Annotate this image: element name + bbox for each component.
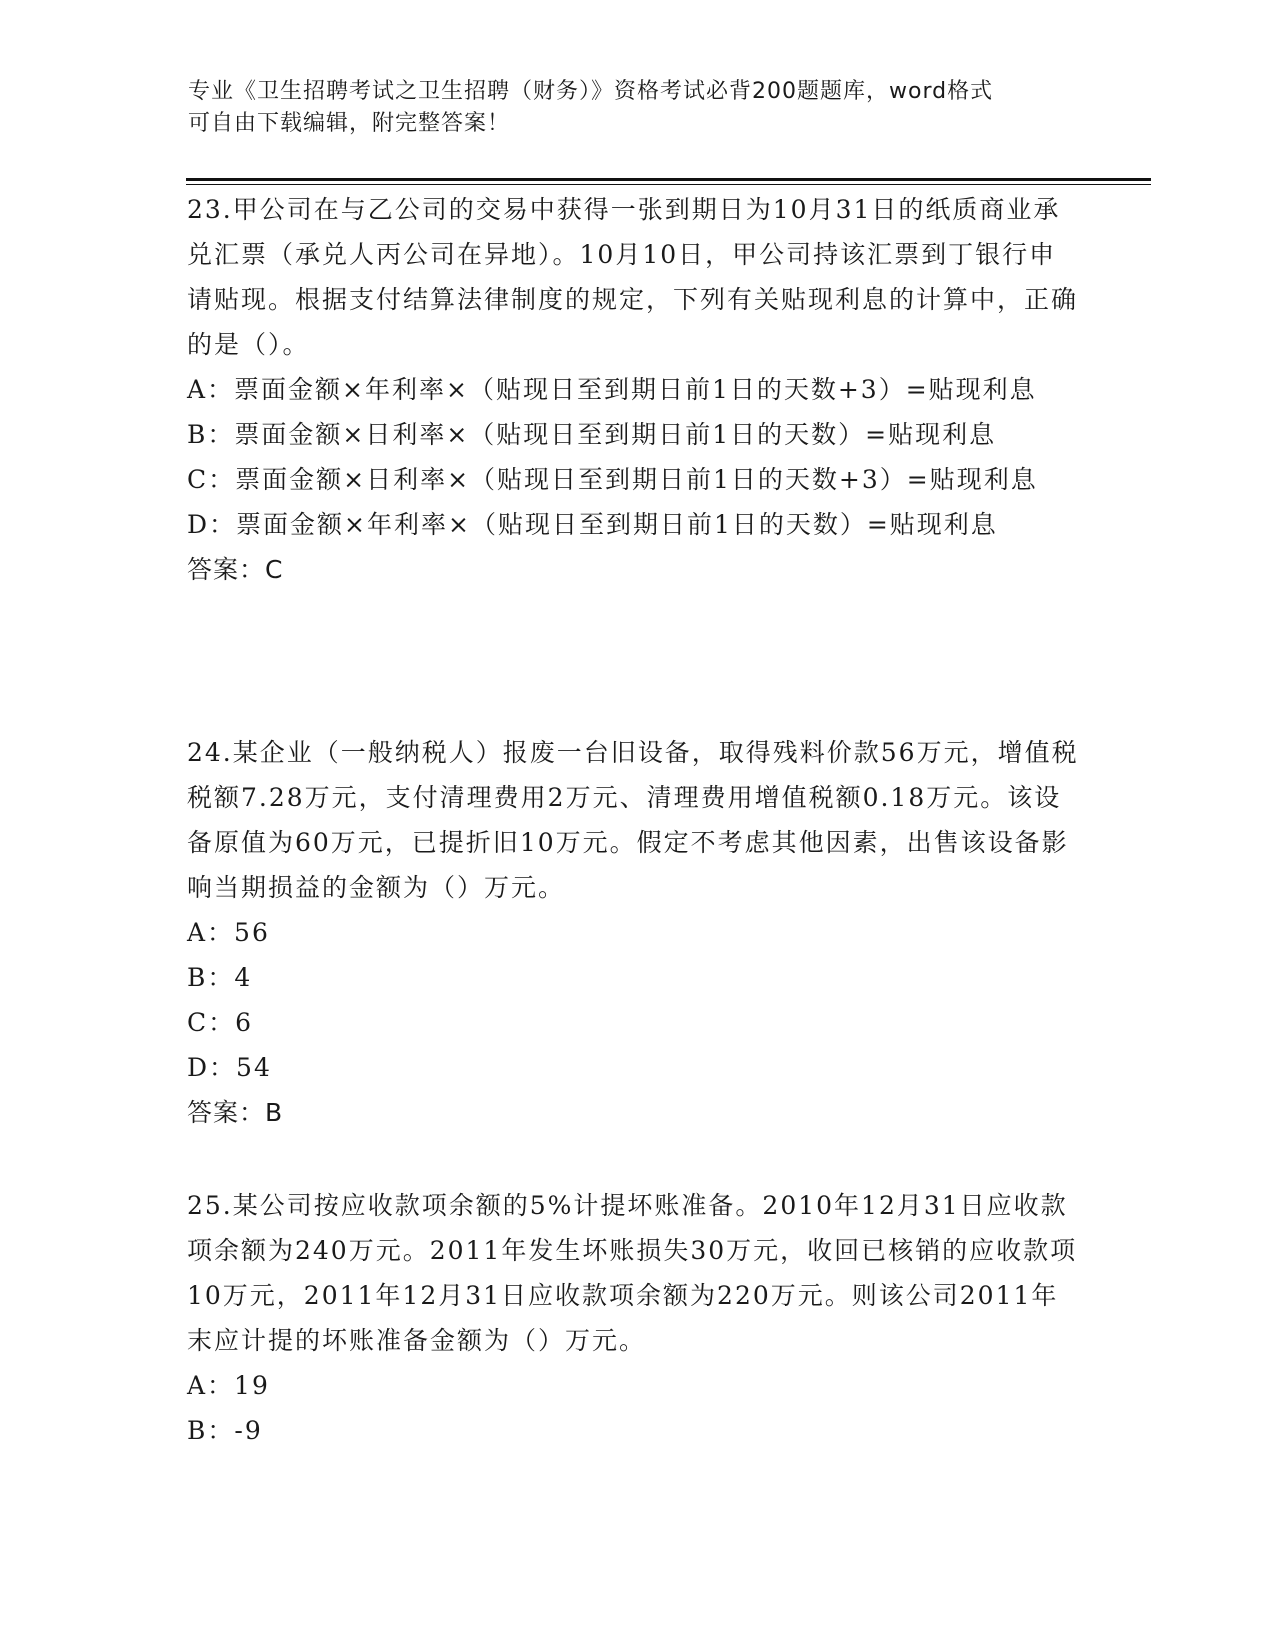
option-b: B：票面金额×日利率×（贴现日至到期日前1日的天数）=贴现利息	[187, 420, 997, 449]
header-divider-thick	[186, 178, 1151, 181]
option-d: D：54	[187, 1053, 272, 1082]
option-a: A：票面金额×年利率×（贴现日至到期日前1日的天数+3）=贴现利息	[187, 375, 1037, 404]
option-b: B：-9	[187, 1416, 263, 1445]
document-header	[188, 76, 1068, 140]
answer-line: 答案：B	[187, 1098, 284, 1127]
option-a: A：19	[187, 1371, 270, 1400]
option-b: B：4	[187, 963, 253, 992]
question-25	[187, 1183, 1082, 1453]
header-divider-thin	[186, 184, 1151, 185]
option-c: C：6	[187, 1008, 254, 1037]
option-a: A：56	[187, 918, 270, 947]
question-stem: 25.某公司按应收款项余额的5%计提坏账准备。2010年12月31日应收款项余额为240万元。2011年发生坏账损失30万元，收回已核销的应收款项10万元，2011年12月31日应收款项余额为220万元。则该公司2011年末应计提的坏账准备金额为（）万元。	[187, 1191, 1078, 1355]
header-line-2: 可自由下载编辑，附完整答案！	[188, 111, 511, 136]
question-stem: 23.甲公司在与乙公司的交易中获得一张到期日为10月31日的纸质商业承兑汇票（承兑人丙公司在异地）。10月10日，甲公司持该汇票到丁银行申请贴现。根据支付结算法律制度的规定，下列有关贴现利息的计算中，正确的是（）。	[187, 195, 1079, 359]
question-stem: 24.某企业（一般纳税人）报废一台旧设备，取得残料价款56万元，增值税税额7.28万元，支付清理费用2万元、清理费用增值税额0.18万元。该设备原值为60万元，已提折旧10万元。假定不考虑其他因素，出售该设备影响当期损益的金额为（）万元。	[187, 738, 1079, 902]
question-24	[187, 730, 1082, 1135]
question-23	[187, 187, 1082, 592]
header-line-1: 专业《卫生招聘考试之卫生招聘（财务）》资格考试必背200题题库，word格式	[188, 79, 994, 104]
option-c: C：票面金额×日利率×（贴现日至到期日前1日的天数+3）=贴现利息	[187, 465, 1038, 494]
option-d: D：票面金额×年利率×（贴现日至到期日前1日的天数）=贴现利息	[187, 510, 998, 539]
answer-line: 答案：C	[187, 555, 284, 584]
